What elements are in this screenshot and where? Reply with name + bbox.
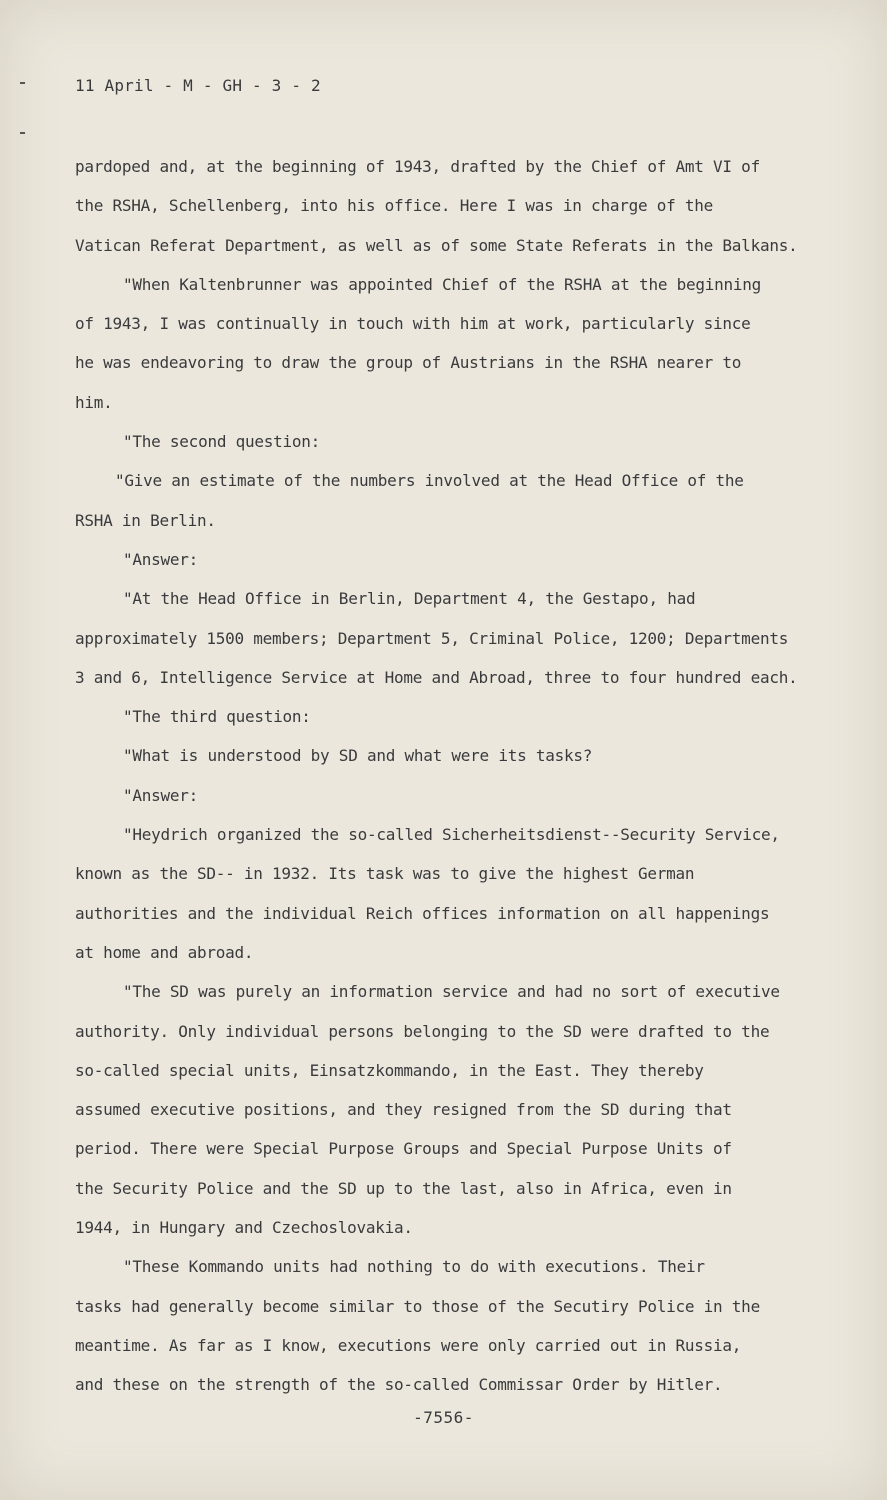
text-line: Vatican Referat Department, as well as of some State Referats in the Balkans. (75, 235, 798, 255)
text-line: "The second question: (123, 432, 321, 452)
text-line: at home and abroad. (75, 942, 254, 962)
text-line: authorities and the individual Reich offices information on all happenings (75, 903, 770, 923)
text-line: "When Kaltenbrunner was appointed Chief of the RSHA at the beginning (123, 274, 762, 294)
text-line: tasks had generally become similar to those of the Secutiry Police in the (75, 1296, 760, 1316)
text-line: "Heydrich organized the so-called Sicherheitsdienst--Security Service, (123, 825, 780, 845)
text-line: he was endeavoring to draw the group of Austrians in the RSHA nearer to (75, 353, 742, 373)
text-line: "These Kommando units had nothing to do with executions. Their (123, 1257, 705, 1277)
text-line: "What is understood by SD and what were its tasks? (123, 746, 593, 766)
text-line: 3 and 6, Intelligence Service at Home and Abroad, three to four hundred each. (75, 667, 798, 687)
text-line: assumed executive positions, and they resigned from the SD during that (75, 1100, 732, 1120)
margin-mark (20, 132, 25, 134)
page-number: -7556- (413, 1408, 474, 1427)
text-line: RSHA in Berlin. (75, 510, 216, 530)
text-line: "Answer: (123, 785, 199, 805)
text-line: and these on the strength of the so-called Commissar Order by Hitler. (75, 1375, 723, 1395)
text-line: "The third question: (123, 707, 311, 727)
text-line: 1944, in Hungary and Czechoslovakia. (75, 1218, 413, 1238)
text-line: of 1943, I was continually in touch with him at work, particularly since (75, 314, 751, 334)
text-line: pardoped and, at the beginning of 1943, drafted by the Chief of Amt VI of (75, 157, 760, 176)
text-line: "Answer: (123, 549, 199, 569)
page-header-reference: 11 April - M - GH - 3 - 2 (75, 76, 321, 95)
text-line: approximately 1500 members; Department 5, Criminal Police, 1200; Departments (75, 628, 789, 648)
text-line: "At the Head Office in Berlin, Department 4, the Gestapo, had (123, 589, 696, 609)
text-line: authority. Only individual persons belonging to the SD were drafted to the (75, 1021, 770, 1041)
text-line: "The SD was purely an information service and had no sort of executive (123, 982, 780, 1002)
text-line: period. There were Special Purpose Groups and Special Purpose Units of (75, 1139, 732, 1159)
text-line: the Security Police and the SD up to the last, also in Africa, even in (75, 1178, 732, 1198)
text-line: "Give an estimate of the numbers involved at the Head Office of the (115, 471, 744, 491)
text-line: so-called special units, Einsatzkommando, in the East. They thereby (75, 1060, 704, 1080)
text-line: the RSHA, Schellenberg, into his office. Here I was in charge of the (75, 196, 714, 216)
text-line: him. (75, 392, 113, 412)
document-body (75, 152, 835, 1410)
margin-mark (20, 82, 25, 84)
text-line: known as the SD-- in 1932. Its task was to give the highest German (75, 864, 695, 884)
text-line: meantime. As far as I know, executions were only carried out in Russia, (75, 1335, 742, 1355)
